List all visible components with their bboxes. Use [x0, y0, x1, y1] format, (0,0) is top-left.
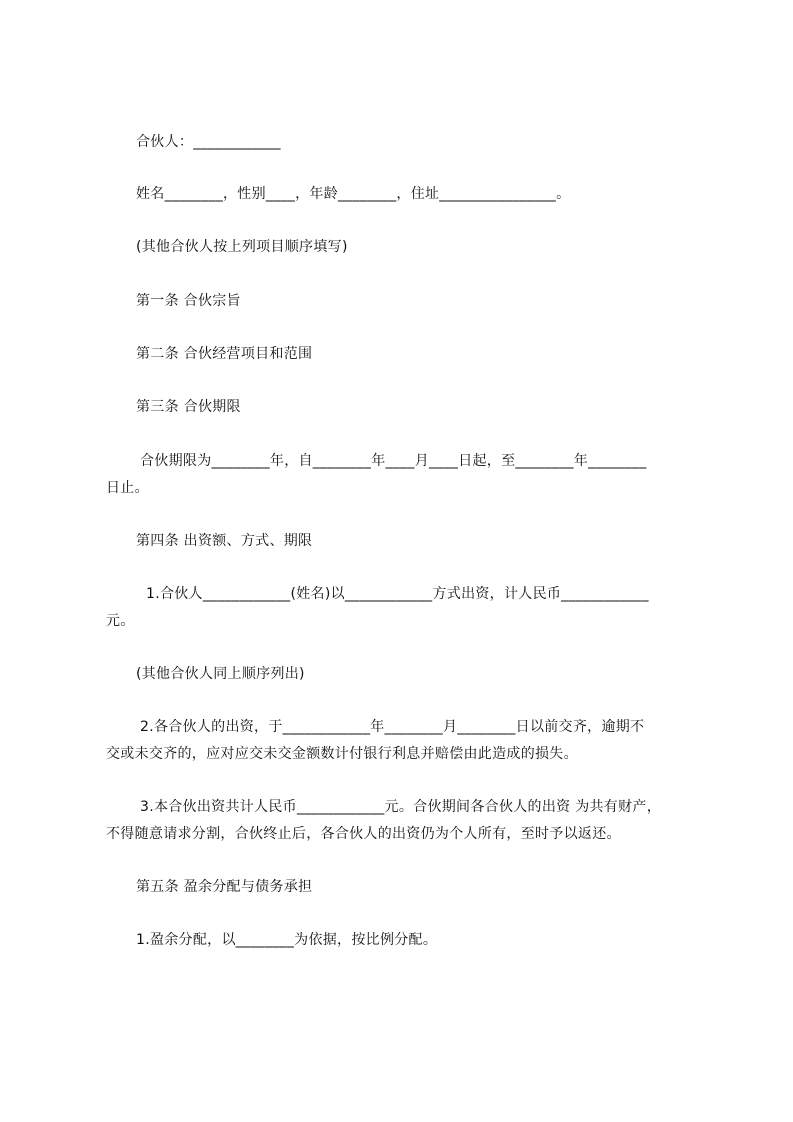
article-4-item-2-line-1: 2.各合伙人的出资，于____________年________月________日以前交齐，逾期不 — [140, 719, 645, 735]
article-3-heading: 第三条 合伙期限 — [136, 399, 241, 415]
article-1-heading: 第一条 合伙宗旨 — [136, 293, 241, 309]
article-3-text-line-2: 日止。 — [106, 480, 149, 496]
article-4-item-3-line-2: 不得随意请求分割，合伙终止后，各合伙人的出资仍为个人所有，至时予以返还。 — [106, 826, 621, 842]
article-4-heading: 第四条 出资额、方式、期限 — [136, 533, 313, 549]
article-4-item-2-line-2: 交或未交齐的，应对应交未交金额数计付银行利息并赔偿由此造成的损失。 — [106, 746, 578, 762]
other-partners-note: (其他合伙人按上列项目顺序填写) — [136, 239, 348, 255]
article-4-note: (其他合伙人同上顺序列出) — [136, 666, 305, 682]
partner-label: 合伙人：____________ — [136, 134, 281, 150]
article-2-heading: 第二条 合伙经营项目和范围 — [136, 346, 313, 362]
article-5-heading: 第五条 盈余分配与债务承担 — [136, 879, 313, 895]
article-4-item-1-line-2: 元。 — [106, 613, 135, 629]
personal-info-line: 姓名________，性别____，年龄________，住址________________。 — [136, 186, 571, 202]
article-5-item-1: 1.盈余分配，以________为依据，按比例分配。 — [136, 932, 438, 948]
article-4-item-3-line-1: 3.本合伙出资共计人民币____________元。合伙期间各合伙人的出资 为共有财产， — [140, 799, 662, 815]
article-4-item-1-line-1: 1.合伙人____________(姓名)以____________方式出资，计人民币____________ — [146, 586, 649, 602]
article-3-text-line-1: 合伙期限为________年，自________年____月____日起，至________年________ — [140, 453, 647, 469]
